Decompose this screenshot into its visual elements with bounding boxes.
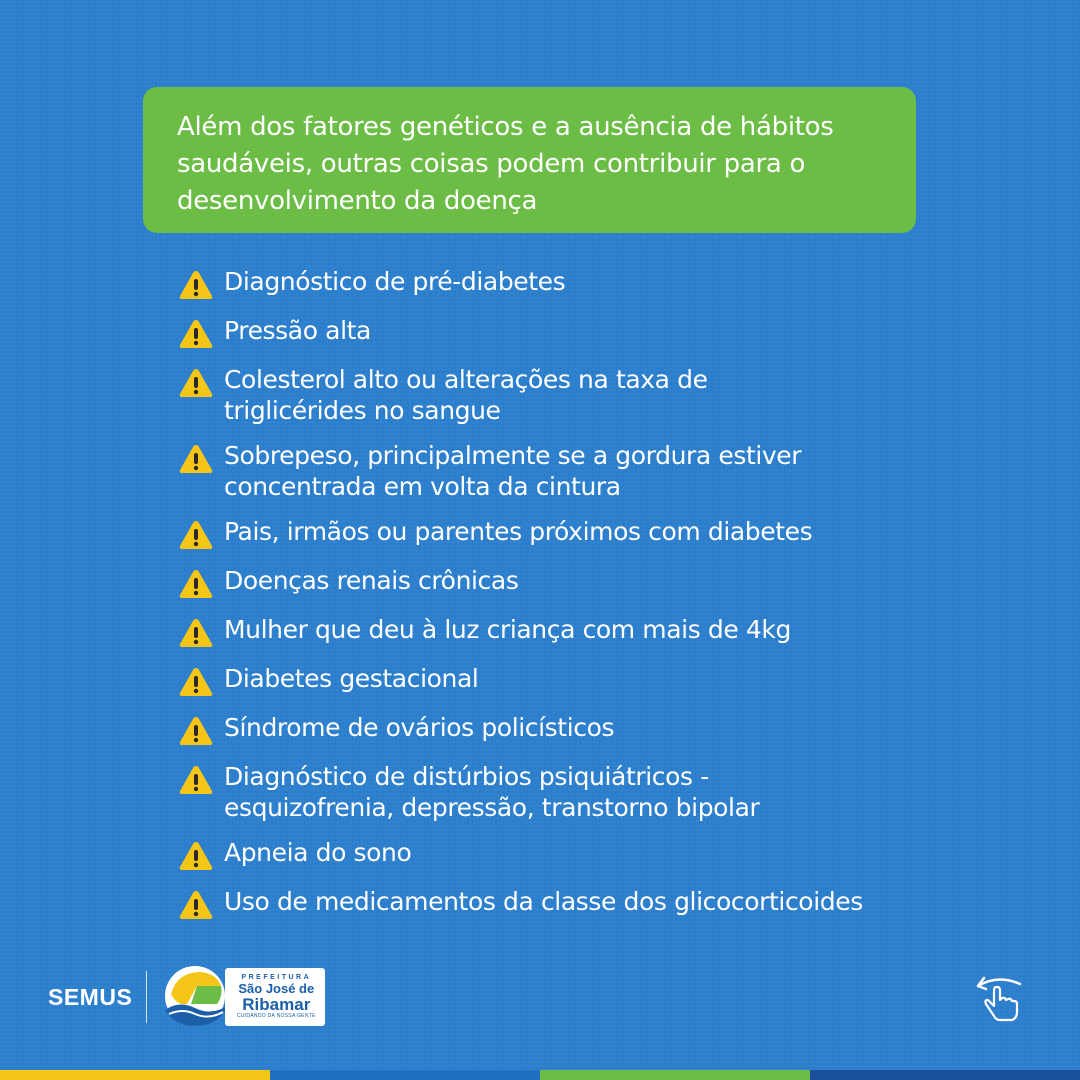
headline-line: saudáveis, outras coisas podem contribuir para o — [177, 149, 806, 179]
risk-factor-item — [178, 761, 938, 823]
warning-icon — [178, 519, 214, 551]
risk-factor-text — [224, 663, 478, 694]
warning-icon — [178, 889, 214, 921]
logo-prefeitura-text: PREFEITURA — [241, 974, 312, 981]
risk-factor-line: Doenças renais crônicas — [224, 566, 519, 595]
risk-factor-line: Pais, irmãos ou parentes próximos com diabetes — [224, 517, 813, 546]
warning-icon — [178, 666, 214, 698]
risk-factor-text — [224, 516, 812, 547]
risk-factor-line: triglicérides no sangue — [224, 396, 501, 425]
warning-icon — [178, 568, 214, 600]
risk-factor-item — [178, 364, 938, 426]
risk-factor-line: Colesterol alto ou alterações na taxa de — [224, 365, 708, 394]
risk-factor-line: Diabetes gestacional — [224, 664, 479, 693]
risk-factor-line: Sobrepeso, principalmente se a gordura estiver — [224, 441, 802, 470]
logo-tagline: CUIDANDO DA NOSSA GENTE — [236, 1013, 316, 1019]
risk-factor-line: Mulher que deu à luz criança com mais de 4kg — [224, 615, 791, 644]
risk-factor-item — [178, 565, 938, 600]
bottom-color-stripe — [0, 1070, 1080, 1080]
headline-text — [177, 109, 882, 220]
stripe-segment — [270, 1070, 540, 1080]
risk-factor-item — [178, 886, 938, 921]
headline-line: Além dos fatores genéticos e a ausência de hábitos — [177, 112, 834, 142]
risk-factor-item — [178, 315, 938, 350]
footer — [48, 962, 325, 1032]
risk-factor-text — [224, 266, 565, 297]
logo-name-line2: Ribamar — [242, 995, 311, 1014]
risk-factor-list — [178, 266, 938, 935]
risk-factor-text — [224, 315, 371, 346]
risk-factor-text — [224, 364, 708, 426]
swipe-hand-icon — [972, 972, 1028, 1024]
risk-factor-line: esquizofrenia, depressão, transtorno bipolar — [224, 793, 760, 822]
risk-factor-text — [224, 837, 411, 868]
risk-factor-line: Apneia do sono — [224, 838, 412, 867]
risk-factor-text — [224, 761, 759, 823]
stripe-segment — [810, 1070, 1080, 1080]
risk-factor-item — [178, 266, 938, 301]
prefeitura-logo — [157, 964, 325, 1030]
risk-factor-text — [224, 886, 863, 917]
warning-icon — [178, 764, 214, 796]
warning-icon — [178, 443, 214, 475]
risk-factor-text — [224, 712, 614, 743]
logo-mark-icon — [157, 964, 231, 1030]
risk-factor-line: Diagnóstico de distúrbios psiquiátricos - — [224, 762, 709, 791]
stripe-segment — [0, 1070, 270, 1080]
risk-factor-line: Uso de medicamentos da classe dos glicocorticoides — [224, 887, 863, 916]
risk-factor-item — [178, 712, 938, 747]
warning-icon — [178, 367, 214, 399]
logo-name-line1: São José de — [238, 981, 315, 996]
warning-icon — [178, 318, 214, 350]
footer-divider — [146, 971, 147, 1023]
risk-factor-line: Pressão alta — [224, 316, 371, 345]
risk-factor-item — [178, 440, 938, 502]
warning-icon — [178, 269, 214, 301]
headline-line: desenvolvimento da doença — [177, 186, 538, 216]
warning-icon — [178, 840, 214, 872]
risk-factor-text — [224, 614, 791, 645]
headline-box — [143, 87, 916, 233]
risk-factor-item — [178, 663, 938, 698]
logo-card — [225, 968, 325, 1026]
warning-icon — [178, 617, 214, 649]
risk-factor-text — [224, 565, 518, 596]
warning-icon — [178, 715, 214, 747]
semus-label: SEMUS — [48, 983, 133, 1010]
risk-factor-line: concentrada em volta da cintura — [224, 472, 621, 501]
risk-factor-item — [178, 516, 938, 551]
stripe-segment — [540, 1070, 810, 1080]
risk-factor-line: Diagnóstico de pré-diabetes — [224, 267, 566, 296]
risk-factor-text — [224, 440, 801, 502]
risk-factor-item — [178, 837, 938, 872]
risk-factor-line: Síndrome de ovários policísticos — [224, 713, 615, 742]
risk-factor-item — [178, 614, 938, 649]
